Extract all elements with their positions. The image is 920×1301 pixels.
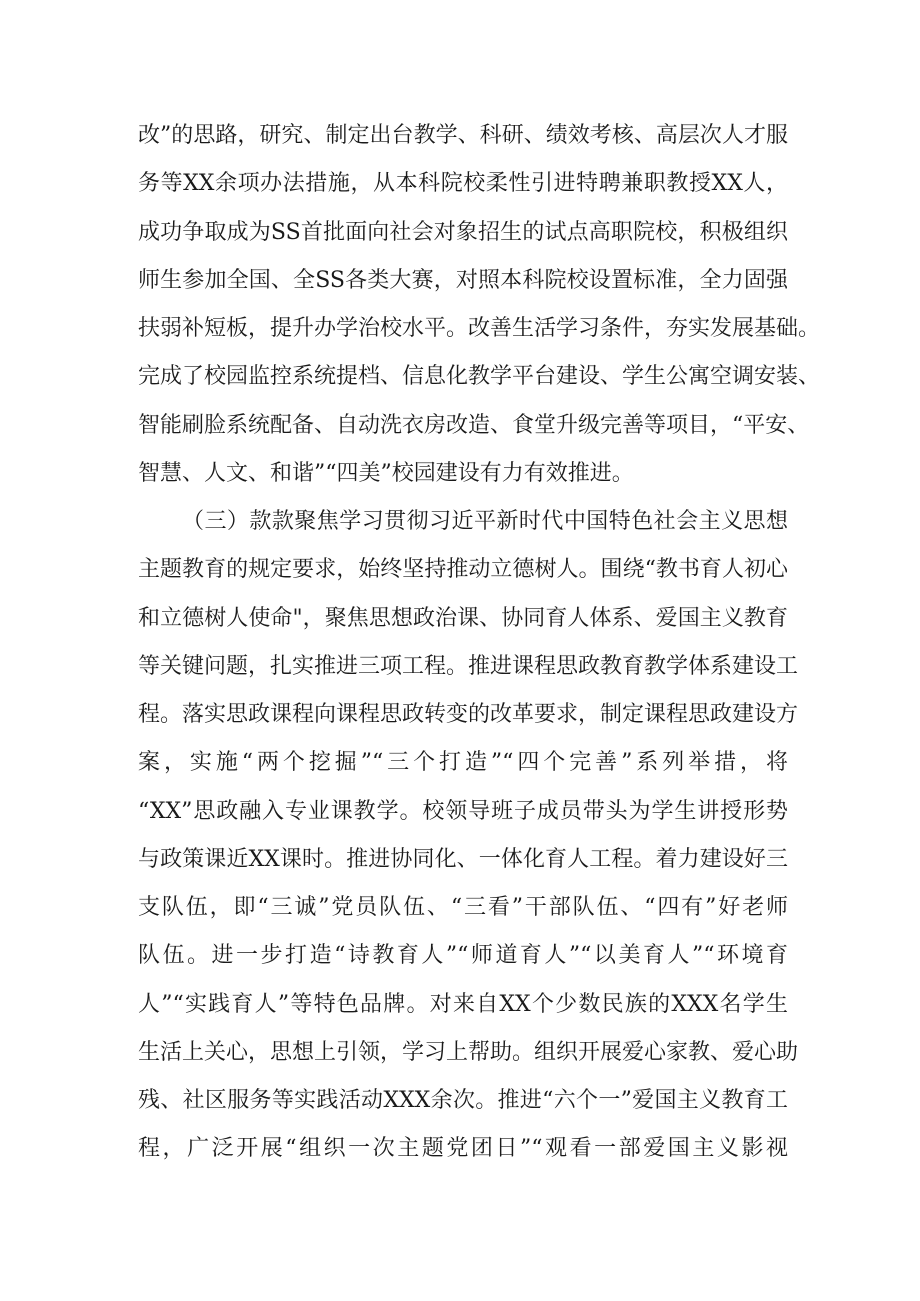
text-line: 和立德树人使命"，聚焦思想政治课、协同育人体系、爱国主义教育	[138, 605, 788, 631]
text-line: “XX”思政融入专业课教学。校领导班子成员带头为学生讲授形势	[138, 798, 788, 824]
text-line: 与政策课近XX课时。推进协同化、一体化育人工程。着力建设好三	[138, 846, 788, 872]
text-line: 改”的思路，研究、制定出台教学、科研、绩效考核、高层次人才服	[138, 123, 788, 148]
text-line: 等关键问题，扎实推进三项工程。推进课程思政教育教学体系建设工	[138, 653, 799, 679]
text-line: 程。落实思政课程向课程思政转变的改革要求，制定课程思政建设方	[138, 702, 799, 727]
body-text	[138, 112, 821, 1174]
text-line: 成功争取成为SS首批面向社会对象招生的试点高职院校，积极组织	[138, 219, 788, 245]
text-line: 支队伍，即“三诚”党员队伍、“三看”干部队伍、“四有”好老师	[138, 895, 788, 920]
text-line: 程，广泛开展“组织一次主题党团日”“观看一部爱国主义影视	[138, 1136, 788, 1162]
text-line: 生活上关心，思想上引领，学习上帮助。组织开展爱心家教、爱心助	[138, 1039, 799, 1065]
text-line: 主题教育的规定要求，始终坚持推动立德树人。围绕“教书育人初心	[138, 557, 788, 583]
text-line: 案，实施“两个挖掘”“三个打造”“四个完善”系列举措，将	[138, 750, 788, 776]
text-line: 师生参加全国、全SS各类大赛，对照本科院校设置标准，全力固强	[138, 267, 788, 293]
text-line: 智能刷脸系统配备、自动洗衣房改造、食堂升级完善等项目，“平安、	[138, 412, 810, 438]
text-line: 务等XX余项办法措施，从本科院校柔性引进特聘兼职教授XX人，	[138, 171, 788, 197]
text-line: 完成了校园监控系统提档、信息化教学平台建设、学生公寓空调安装、	[138, 364, 821, 390]
text-line: 智慧、人文、和谐”“四美”校园建设有力有效推进。	[138, 460, 634, 486]
section-heading-line: （三）款款聚焦学习贯彻习近平新时代中国特色社会主义思想	[182, 509, 788, 534]
text-line: 人”“实践育人”等特色品牌。对来自XX个少数民族的XXX名学生	[138, 991, 788, 1017]
text-line: 残、社区服务等实践活动XXX余次。推进“六个一”爱国主义教育工	[138, 1088, 788, 1113]
text-line: 队伍。进一步打造“诗教育人”“师道育人”“以美育人”“环境育	[138, 943, 788, 969]
text-line: 扶弱补短板，提升办学治校水平。改善生活学习条件，夯实发展基础。	[138, 316, 821, 341]
